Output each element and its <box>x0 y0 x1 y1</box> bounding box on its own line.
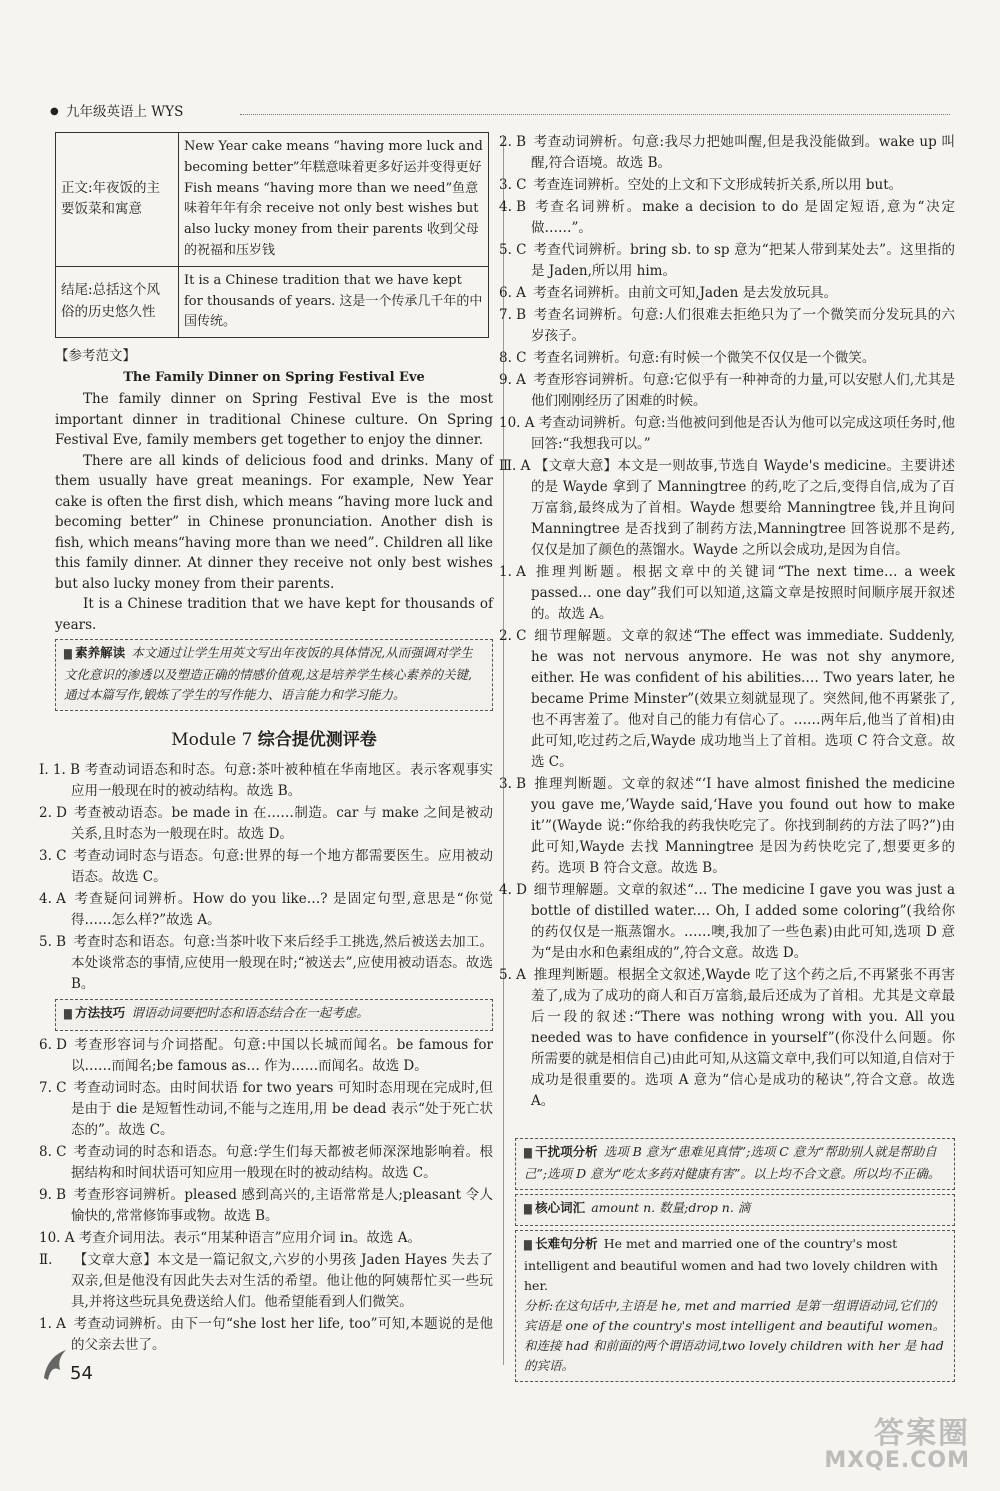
watermark-url: MXQE.COM <box>824 1448 970 1473</box>
answer-item: 5. B 考查时态和语态。句意:当茶叶收下来后经手工挑选,然后被送去加工。本处谈常态的事情,应使用一般现在时;“被送去”,应使用被动语态。故选 B。 <box>39 934 493 993</box>
box-text: 本文通过让学生用英文写出年夜饭的具体情况,从而强调对学生文化意识的渗透以及塑造正确的情感价值观,这是培养学生核心素养的关键,通过本篇写作,锻炼了学生的写作能力、语言能力和学习能力。 <box>64 645 473 703</box>
answer-item: 9. B 考查形容词辨析。pleased 感到高兴的,主语常常是人;pleasant 令人愉快的,常常修饰事或物。故选 B。 <box>39 1187 493 1225</box>
answer-item: Ⅲ. A 【文章大意】本文是一则故事,节选自 Wayde's medicine。主要讲述的是 Wayde 拿到了 Manningtree 的药,吃了之后,变得自信,成为了百万富翁,最终成为了首相。Wayde 想要给 Manningtree 钱,并且询问 Manningtree 是否找到了制药方法,Manningtree 回答说那不是药,仅仅是加了颜色的蒸馏水。Wayde 之所以会成功,是因为自信。 <box>499 458 955 558</box>
table-row <box>56 133 489 267</box>
box-tag: ▇ 长难句分析 <box>524 1236 598 1251</box>
answer-list <box>39 760 493 995</box>
essay-paragraph: The family dinner on Spring Festival Eve is the most important dinner in traditional Chinese culture. On Spring Festival Eve, family members get together to enjoy the dinner. <box>55 391 493 449</box>
vocab-box <box>515 1194 955 1226</box>
answer-item: 3. B 推理判断题。文章的叙述“‘I have almost finished the medicine you gave me,’Wayde said,‘Have you found out how to make it’”(Wayde 说:“你给我的药我快吃完了。你找到制药的方法了吗?”)由此可知,Wayde 去找 Manningtree 是因为药快吃完了,想要更多的药。选项 B 符合文意。故选 B。 <box>499 776 955 876</box>
box-tag: ▇ 干扰项分析 <box>524 1144 598 1159</box>
method-box <box>55 999 493 1031</box>
answer-item: 4. D 细节理解题。文章的叙述“… The medicine I gave you was just a bottle of distilled water.… Oh, I added some coloring”(我给你的药仅仅是一瓶蒸馏水。……噢,我加了一些色素)由此可知,选项 D 意为“是由水和色素组成的”,符合文意。故选 D。 <box>499 882 956 961</box>
answer-item: 4. B 考查名词辨析。make a decision to do 是固定短语,意为“决定做……”。 <box>499 199 955 236</box>
answer-item <box>515 1113 955 1134</box>
module-name: 综合提优测评卷 <box>257 730 377 751</box>
answer-item: 5. A 推理判断题。根据全文叙述,Wayde 吃了这个药之后,不再紧张不再害羞了,成为了成功的商人和百万富翁,最后还成为了首相。尤其是文章最后一段的叙述:“There was nothing wrong with you. All you needed was to have confidence in yourself”(你没什么问题。你所需要的就是相信自己)由此可知,从这篇文章中,我们可以知道,自信对于成功是很重要的。选项 A 意为“信心是成功的秘诀”,符合文意。故选 A。 <box>499 967 955 1109</box>
bullet-icon: ● <box>50 106 59 117</box>
box-analysis: 分析:在这句话中,主语是 he, met and married 是第一组谓语动词,它们的宾语是 one of the country's most intelligent and beautiful women。和连接 had 和前面的两个谓语动词,two lovely children with her 是 had 的宾语。 <box>524 1298 946 1373</box>
page-number: 54 <box>70 1363 93 1384</box>
answer-item: 1. A 推理判断题。根据文章中的关键词“The next time… a week passed… one day”我们可以知道,这篇文章是按照时间顺序展开叙述的。故选 A。 <box>499 564 955 622</box>
long-sentence-box <box>515 1230 955 1382</box>
essay-paragraph: There are all kinds of delicious food and drinks. Many of them usually have great meanings. For example, New Year cake is often the first dish, which means “having more luck and becoming better” in Chinese pronunciation. Another dish is fish, which means“having more than we need”. Children all like this family dinner. At dinner they receive not only best wishes but also lucky money from their parents. <box>55 452 493 592</box>
box-tag: ▇ 素养解读 <box>64 645 125 660</box>
right-column <box>499 132 956 1386</box>
answer-item: Ⅰ. 1. B 考查动词语态和时态。句意:茶叶被种植在华南地区。表示客观事实应用一般现在时的被动结构。故选 B。 <box>39 762 493 800</box>
essay-title: The Family Dinner on Spring Festival Eve <box>123 370 425 386</box>
box-text: amount n. 数量;drop n. 滴 <box>591 1200 751 1215</box>
outline-table <box>55 132 489 338</box>
box-text: 选项 B 意为“患难见真情”;选项 C 意为“帮助别人就是帮助自己”;选项 D 意为“吃太多药对健康有害”。以上均不合文意。所以均不正确。 <box>524 1144 941 1181</box>
dolphin-icon <box>40 1344 70 1384</box>
table-row <box>56 266 489 337</box>
answer-item: 5. C 考查代词辨析。bring sb. to sp 意为“把某人带到某处去”。这里指的是 Jaden,所以用 him。 <box>499 242 955 279</box>
answer-item: 10. A 考查介词用法。表示“用某种语言”应用介词 in。故选 A。 <box>39 1230 421 1247</box>
header-rule <box>240 114 950 115</box>
answer-item: 4. A 考查疑问词辨析。How do you like…? 是固定句型,意思是“你觉得……怎么样?”故选 A。 <box>39 891 493 929</box>
answer-item: 8. C 考查名词辨析。句意:有时候一个微笑不仅仅是一个微笑。 <box>499 350 876 366</box>
answer-item: 9. A 考查形容词辨析。句意:它似乎有一种神奇的力量,可以安慰人们,尤其是他们刚刚经历了困难的时候。 <box>499 372 955 409</box>
essay-paragraph: It is a Chinese tradition that we have kept for thousands of years. <box>55 596 493 633</box>
answer-list <box>39 1035 494 1356</box>
watermark: 答案圈 <box>874 1416 970 1451</box>
answer-list <box>499 132 956 1134</box>
module-prefix: Module 7 <box>171 730 258 751</box>
table-content: New Year cake means “having more luck and becoming better”年糕意味着更多好运并变得更好 Fish means “having more than we need”鱼意味着年年有余 receive not only best wishes but also lucky money from their parents 收到父母的祝福和压岁钱 <box>179 133 489 267</box>
box-text: He met and married one of the country's most intelligent and beautiful women and had two lovely children with her. <box>524 1236 938 1293</box>
answer-item: Ⅱ. 【文章大意】本文是一篇记叙文,六岁的小男孩 Jaden Hayes 失去了双亲,但是他没有因此失去对生活的希望。他让他的阿姨帮忙买一些玩具,并将这些玩具免费送给人们。他希望能看到人们微笑。 <box>39 1252 493 1311</box>
module-title <box>55 725 493 750</box>
answer-item: 3. C 考查连词辨析。空处的上文和下文形成转折关系,所以用 but。 <box>499 177 903 193</box>
table-label: 正文:年夜饭的主要饭菜和寓意 <box>56 133 179 267</box>
answer-item: 6. A 考查名词辨析。由前文可知,Jaden 是去发放玩具。 <box>499 285 838 301</box>
answer-item: 7. B 考查名词辨析。句意:人们很难去拒绝只为了一个微笑而分发玩具的六岁孩子。 <box>499 307 955 344</box>
answer-item: 2. D 考查被动语态。be made in 在……制造。car 与 make 之间是被动关系,且时态为一般现在时。故选 D。 <box>39 805 493 843</box>
reference-tag: 【参考范文】 <box>55 348 136 365</box>
answer-item: 3. C 考查动词时态与语态。句意:世界的每一个地方都需要医生。应用被动语态。故选 C。 <box>39 848 493 886</box>
answer-item: 10. A 考查动词辨析。句意:当他被问到他是否认为他可以完成这项任务时,他回答:“我想我可以。” <box>499 415 955 452</box>
answer-item: 2. C 细节理解题。文章的叙述“The effect was immediate. Suddenly, he was not nervous anymore. He was not shy anymore, either. He was confident of his abilities.… Two years later, he became Prime Minster”(效果立刻就显现了。突然间,他不再紧张了,也不再害羞了。他对自己的能力有信心了。……两年后,他当了首相)由此可知,吃过药之后,Wayde 成功地当上了首相。选项 C 符合文意。故选 C。 <box>499 628 955 770</box>
answer-item: 6. D 考查形容词与介词搭配。句意:中国以长城而闻名。be famous for 以……而闻名;be famous as… 作为……而闻名。故选 D。 <box>39 1037 494 1075</box>
left-column <box>39 132 494 1357</box>
box-tag: ▇ 核心词汇 <box>524 1200 585 1215</box>
table-label: 结尾:总括这个风俗的历史悠久性 <box>56 266 179 337</box>
answer-item: 7. C 考查动词时态。由时间状语 for two years 可知时态用现在完成时,但是由于 die 是短暂性动词,不能与之连用,用 be dead 表示“处于死亡状态的”。故选 C。 <box>39 1080 494 1139</box>
answer-item: 8. C 考查动词的时态和语态。句意:学生们每天都被老师深深地影响着。根据结构和时间状语可知应用一般现在时的被动结构。故选 C。 <box>39 1144 493 1182</box>
header-title: 九年级英语上 WYS <box>66 104 184 120</box>
table-content: It is a Chinese tradition that we have kept for thousands of years. 这是一个传承几千年的中国传统。 <box>179 266 489 337</box>
box-tag: ▇ 方法技巧 <box>64 1005 125 1020</box>
distractor-box <box>515 1138 955 1190</box>
running-header <box>50 100 950 122</box>
answer-item: 1. A 考查动词辨析。由下一句“she lost her life, too”可知,本题说的是他的父亲去世了。 <box>39 1316 494 1354</box>
box-text: 谓语动词要把时态和语态结合在一起考虑。 <box>131 1005 369 1021</box>
answer-item: 2. B 考查动词辨析。句意:我尽力把她叫醒,但是我没能做到。wake up 叫醒,符合语境。故选 B。 <box>499 134 955 171</box>
literacy-box <box>55 639 493 711</box>
